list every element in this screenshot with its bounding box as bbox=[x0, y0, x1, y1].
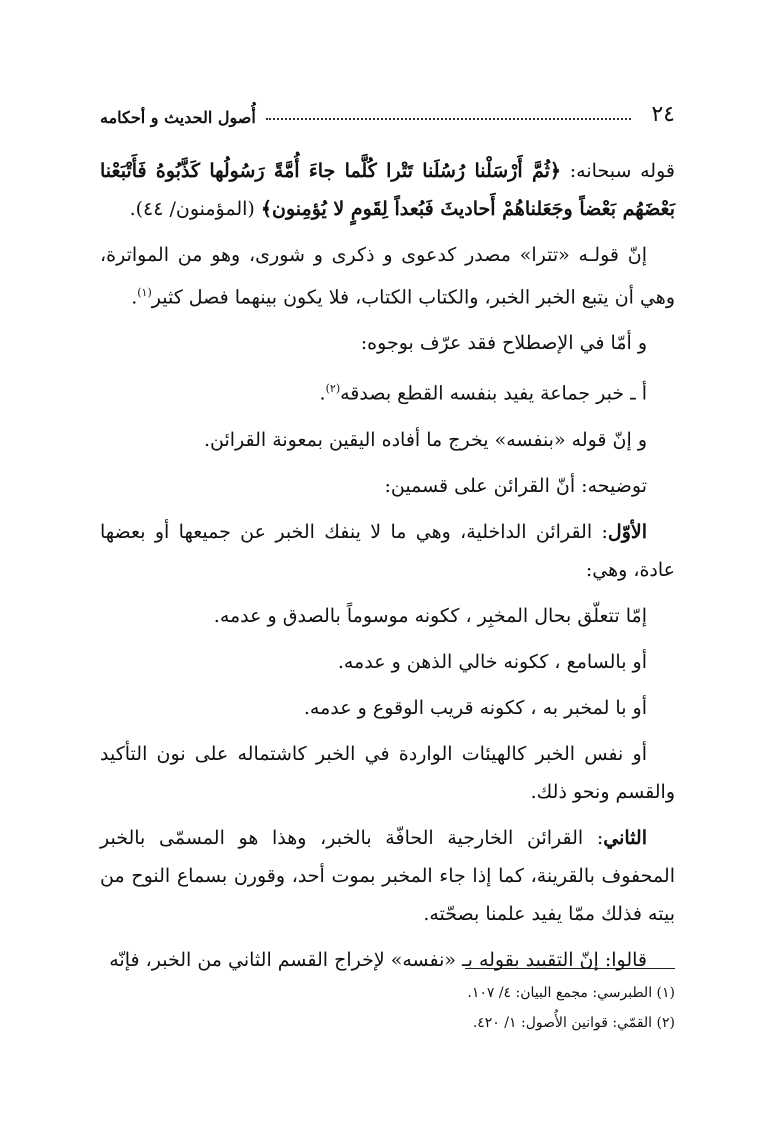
list-item-informant bbox=[100, 597, 675, 635]
list-item-report-itself bbox=[100, 735, 675, 811]
footnote-2: (٢) القمّي: قوانين الأُصول: ١/ ٤٢٠. bbox=[472, 1015, 675, 1031]
paragraph-binafsihi bbox=[100, 421, 675, 459]
paragraph-text: أ ـ خبر جماعة يفيد بنفسه القطع بصدقه bbox=[340, 382, 647, 405]
paragraph-text: أو با لمخبر به ، ككونه قريب الوقوع و عدمه. bbox=[303, 696, 647, 719]
paragraph-text: و إنّ قوله «بنفسه» يخرج ما أفاده اليقين بمعونة القرائن. bbox=[203, 428, 647, 451]
footnote-ref-1: (١) bbox=[137, 286, 152, 299]
paragraph-end: . bbox=[131, 286, 138, 309]
footnote-divider bbox=[465, 968, 675, 969]
paragraph-first-type bbox=[100, 513, 675, 589]
quran-reference: (المؤمنون/ ٤٤). bbox=[129, 198, 261, 220]
footnotes bbox=[275, 978, 675, 1038]
paragraph-tatra bbox=[100, 236, 675, 316]
paragraph-text: و أمّا في الإصطلاح فقد عرّف بوجوه: bbox=[360, 332, 647, 355]
heading-first: الأوّل bbox=[607, 520, 647, 543]
paragraph-text: أو بالسامع ، ككونه خالي الذهن و عدمه. bbox=[337, 650, 647, 673]
footnote-ref-2: (٢) bbox=[325, 382, 341, 396]
page-number: ٢٤ bbox=[651, 102, 675, 127]
page-body bbox=[100, 152, 675, 987]
heading-second: الثاني bbox=[603, 826, 647, 849]
quran-paragraph bbox=[100, 152, 675, 228]
paragraph-text: قالوا: إنّ التقييد بقوله بـ «نفسه» لإخراج القسم الثاني من الخبر، فإنّه bbox=[109, 948, 647, 971]
quran-verse: ﴿ثُمَّ أَرْسَلْنا رُسُلَنا تَتْرا كُلَّما جاءَ أُمَّةً رَسُولُها كَذَّبُوهُ فَأَتْبَعْنا بَعْضَهُم بَعْضاً وجَعَلناهُمْ أَحاديثَ فَبُعداً لِقَومٍ لا يُؤمِنون﴾ bbox=[100, 160, 675, 220]
paragraph-definition-a bbox=[100, 370, 675, 412]
book-title: أُصول الحديث و أحكامه bbox=[100, 108, 256, 127]
page-header bbox=[100, 104, 675, 126]
paragraph-text: إمّا تتعلّق بحال المخبِر ، ككونه موسوماً بالصدق و عدمه. bbox=[213, 604, 647, 627]
paragraph-text: : القرائن الداخلية، وهي ما لا ينفك الخبر عن جميعها أو بعضها عادة، وهي: bbox=[100, 520, 675, 581]
paragraph-text: إنّ قولـه «تترا» مصدر كدعوى و ذكرى و شورى، وهو من المواترة، وهي أن يتبع الخبر الخبر، والكتاب الكتاب، فلا يكون بينهما فصل كثير bbox=[100, 244, 675, 309]
paragraph-conclusion bbox=[100, 941, 675, 979]
header-dotted-line bbox=[266, 117, 632, 120]
quran-intro: قوله سبحانه: bbox=[561, 160, 675, 182]
list-item-informed bbox=[100, 689, 675, 727]
paragraph-explanation bbox=[100, 467, 675, 505]
list-item-listener bbox=[100, 643, 675, 681]
paragraph-end: . bbox=[319, 382, 326, 405]
paragraph-definition-intro bbox=[100, 324, 675, 362]
paragraph-text: توضيحه: أنّ القرائن على قسمين: bbox=[384, 474, 647, 497]
footnote-1: (١) الطبرسي: مجمع البيان: ٤/ ١٠٧. bbox=[467, 985, 675, 1001]
paragraph-second-type bbox=[100, 819, 675, 933]
paragraph-text: : القرائن الخارجية الحافّة بالخبر، وهذا هو المسمّى بالخبر المحفوف بالقرينة، كما إذا جاء المخبر بموت أحد، وقورن بسماع النوح من بيته فذلك ممّا يفيد علمنا بصحّته. bbox=[100, 826, 675, 925]
paragraph-text: أو نفس الخبر كالهيئات الواردة في الخبر كاشتماله على نون التأكيد والقسم ونحو ذلك. bbox=[100, 742, 675, 803]
